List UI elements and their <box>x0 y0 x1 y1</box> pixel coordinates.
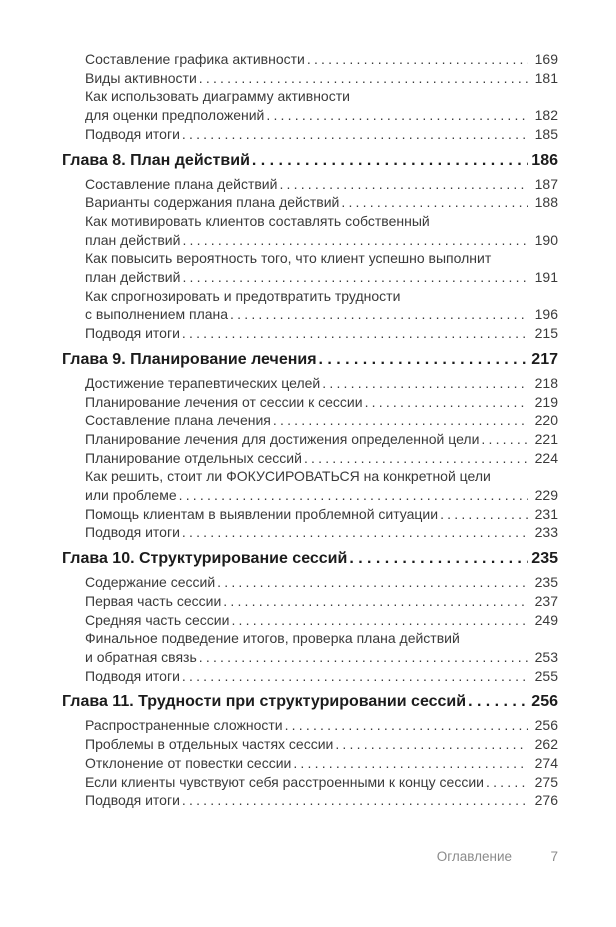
leader-dots <box>182 667 528 686</box>
toc-entry-line <box>62 212 558 231</box>
entry-title: Как мотивировать клиентов составлять собственный <box>85 212 430 229</box>
leader-dots <box>293 754 528 773</box>
leader-dots <box>182 791 528 810</box>
toc-entry-line <box>62 629 558 648</box>
entry-page-number: 187 <box>534 175 558 192</box>
entry-title: Как спрогнозировать и предотвратить трудности <box>85 287 401 304</box>
entry-title: Составление плана действий <box>85 175 278 192</box>
toc-entry-line <box>62 175 558 194</box>
entry-title: Помощь клиентам в выявлении проблемной ситуации <box>85 505 439 522</box>
leader-dots <box>481 430 528 449</box>
chapter-page-number: 186 <box>531 151 558 169</box>
entry-page-number: 255 <box>534 667 558 684</box>
leader-dots <box>182 523 528 542</box>
entry-title: Как решить, стоит ли ФОКУСИРОВАТЬСЯ на конкретной цели <box>85 468 491 485</box>
chapter-page-number: 256 <box>531 693 558 711</box>
chapter-page-number: 217 <box>531 350 558 368</box>
entry-page-number: 196 <box>534 306 558 323</box>
entry-page-number: 274 <box>534 754 558 771</box>
toc-entry-line <box>62 592 558 611</box>
toc-entry-line <box>62 287 558 306</box>
toc-entry-line <box>62 648 558 667</box>
leader-dots <box>335 735 528 754</box>
chapter-title: Глава 8. План действий <box>62 151 250 169</box>
toc-entry-line <box>62 667 558 686</box>
entry-title: Проблемы в отдельных частях сессии <box>85 736 334 753</box>
toc-entry-line <box>62 411 558 430</box>
leader-dots <box>223 592 528 611</box>
entry-title: Подводя итоги <box>85 524 180 541</box>
chapter-heading-row <box>62 549 558 569</box>
toc-entry-line <box>62 523 558 542</box>
entry-title: Подводя итоги <box>85 125 180 142</box>
toc-section <box>62 50 558 144</box>
toc-entry-line <box>62 716 558 735</box>
page-footer <box>62 849 558 865</box>
chapter-heading-row <box>62 151 558 171</box>
toc-section <box>62 151 558 343</box>
entry-page-number: 182 <box>534 107 558 124</box>
toc-entry-line <box>62 106 558 125</box>
toc-entry-line <box>62 430 558 449</box>
entry-title: Первая часть сессии <box>85 592 222 609</box>
toc-entry-line <box>62 449 558 468</box>
toc-entry-line <box>62 305 558 324</box>
entry-title: Как использовать диаграмму активности <box>85 88 350 105</box>
leader-dots <box>486 773 528 792</box>
entry-page-number: 215 <box>534 325 558 342</box>
entry-page-number: 224 <box>534 449 558 466</box>
entry-page-number: 237 <box>534 592 558 609</box>
toc <box>62 50 558 810</box>
entry-title: Средняя часть сессии <box>85 611 230 628</box>
entry-title: Виды активности <box>85 69 197 86</box>
entry-title: план действий <box>85 231 181 248</box>
entry-page-number: 169 <box>534 51 558 67</box>
chapter-heading-row <box>62 350 558 370</box>
toc-entry-line <box>62 193 558 212</box>
entry-page-number: 185 <box>534 125 558 142</box>
toc-entry-line <box>62 249 558 268</box>
leader-dots <box>182 231 528 250</box>
leader-dots <box>217 573 528 592</box>
leader-dots <box>304 449 528 468</box>
leader-dots <box>182 324 528 343</box>
entry-title: Содержание сессий <box>85 574 216 591</box>
toc-entry-line <box>62 791 558 810</box>
entry-page-number: 190 <box>534 231 558 248</box>
entry-title: план действий <box>85 269 181 286</box>
entry-title: Составление плана лечения <box>85 412 271 429</box>
entry-page-number: 275 <box>534 773 558 790</box>
leader-dots <box>440 505 528 524</box>
entry-title: Распространенные сложности <box>85 717 283 734</box>
toc-entry-line <box>62 773 558 792</box>
entry-title: Отклонение от повестки сессии <box>85 754 292 771</box>
chapter-title: Глава 9. Планирование лечения <box>62 350 317 368</box>
leader-dots <box>182 268 528 287</box>
toc-entry-line <box>62 393 558 412</box>
footer-section-label: Оглавление <box>436 849 512 864</box>
leader-dots <box>285 716 528 735</box>
entry-page-number: 262 <box>534 736 558 753</box>
entry-page-number: 218 <box>534 374 558 391</box>
entry-page-number: 253 <box>534 648 558 665</box>
leader-dots <box>252 151 528 171</box>
entry-title: с выполнением плана <box>85 306 229 323</box>
entry-title: и обратная связь <box>85 648 197 665</box>
entry-page-number: 188 <box>534 194 558 211</box>
entry-title: Планирование лечения для достижения определенной цели <box>85 430 480 447</box>
entry-page-number: 220 <box>534 412 558 429</box>
entry-title: Финальное подведение итогов, проверка плана действий <box>85 630 460 647</box>
toc-entry-line <box>62 231 558 250</box>
toc-section <box>62 549 558 685</box>
leader-dots <box>266 106 528 125</box>
entry-page-number: 233 <box>534 524 558 541</box>
toc-entry-line <box>62 268 558 287</box>
entry-page-number: 181 <box>534 69 558 86</box>
leader-dots <box>273 411 528 430</box>
leader-dots <box>341 193 528 212</box>
leader-dots <box>349 549 528 569</box>
entry-title: Если клиенты чувствуют себя расстроенными к концу сессии <box>85 773 484 790</box>
toc-entry-line <box>62 573 558 592</box>
entry-page-number: 235 <box>534 574 558 591</box>
leader-dots <box>468 692 528 712</box>
toc-entry-line <box>62 611 558 630</box>
entry-page-number: 249 <box>534 611 558 628</box>
entry-title: Подводя итоги <box>85 667 180 684</box>
leader-dots <box>179 486 528 505</box>
leader-dots <box>279 175 528 194</box>
leader-dots <box>365 393 528 412</box>
toc-entry-line <box>62 486 558 505</box>
leader-dots <box>199 648 528 667</box>
toc-entry-line <box>62 324 558 343</box>
entry-page-number: 221 <box>534 430 558 447</box>
toc-entry-line <box>62 505 558 524</box>
leader-dots <box>319 350 528 370</box>
entry-page-number: 276 <box>534 792 558 809</box>
entry-title: Подводя итоги <box>85 325 180 342</box>
entry-title: для оценки предположений <box>85 107 265 124</box>
entry-page-number: 231 <box>534 505 558 522</box>
toc-entry-line <box>62 87 558 106</box>
entry-title: Планирование лечения от сессии к сессии <box>85 393 363 410</box>
leader-dots <box>307 50 528 69</box>
chapter-heading-row <box>62 692 558 712</box>
entry-title: Достижение терапевтических целей <box>85 374 321 391</box>
toc-entry-line <box>62 754 558 773</box>
toc-entry-line <box>62 50 558 69</box>
entry-title: Планирование отдельных сессий <box>85 449 302 466</box>
leader-dots <box>231 611 528 630</box>
toc-entry-line <box>62 69 558 88</box>
toc-section <box>62 350 558 542</box>
toc-entry-line <box>62 125 558 144</box>
leader-dots <box>230 305 528 324</box>
entry-page-number: 229 <box>534 487 558 504</box>
entry-title: Составление графика активности <box>85 51 305 67</box>
entry-title: или проблеме <box>85 487 177 504</box>
chapter-page-number: 235 <box>531 550 558 568</box>
toc-section <box>62 692 558 810</box>
leader-dots <box>182 125 528 144</box>
leader-dots <box>322 374 528 393</box>
toc-entry-line <box>62 735 558 754</box>
entry-page-number: 219 <box>534 393 558 410</box>
entry-title: Подводя итоги <box>85 792 180 809</box>
entry-page-number: 191 <box>534 269 558 286</box>
entry-title: Варианты содержания плана действий <box>85 194 340 211</box>
chapter-title: Глава 10. Структурирование сессий <box>62 550 348 568</box>
entry-title: Как повысить вероятность того, что клиент успешно выполнит <box>85 250 492 267</box>
entry-page-number: 256 <box>534 717 558 734</box>
leader-dots <box>199 69 528 88</box>
toc-entry-line <box>62 467 558 486</box>
footer-page-number: 7 <box>550 849 558 864</box>
chapter-title: Глава 11. Трудности при структурировании сессий <box>62 693 467 711</box>
toc-entry-line <box>62 374 558 393</box>
